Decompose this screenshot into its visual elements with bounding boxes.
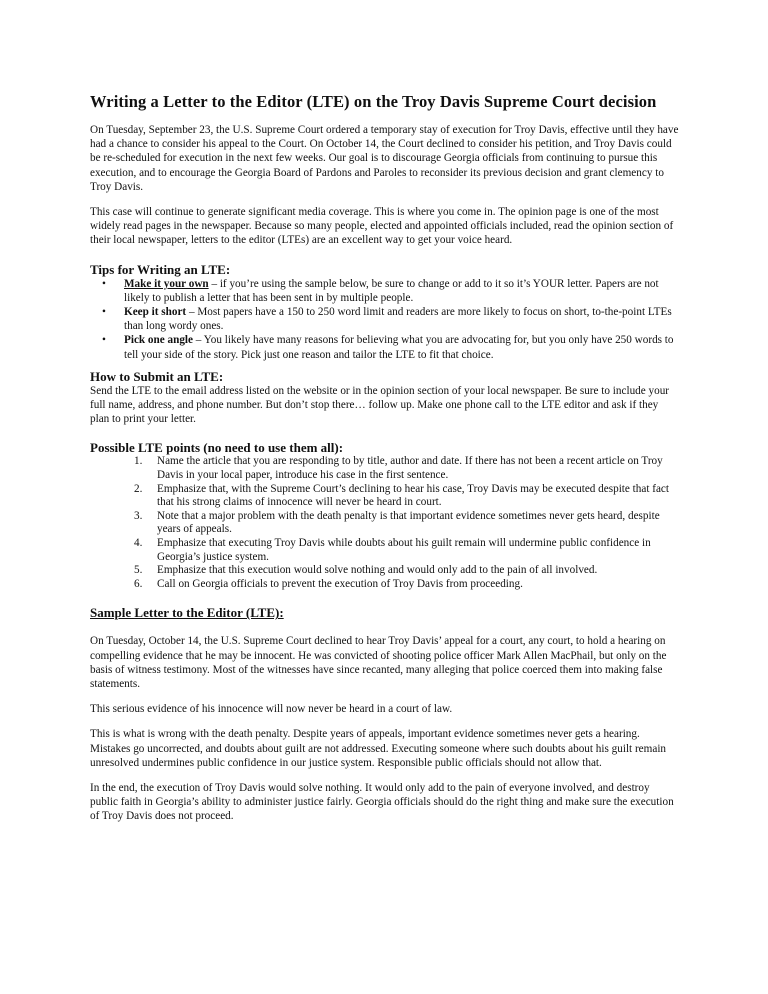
point-number: 1. <box>134 455 143 468</box>
points-list <box>90 455 680 591</box>
point-number: 4. <box>134 537 143 550</box>
intro-paragraph-2: This case will continue to generate significant media coverage. This is where you come in. The opinion page is one of the most widely read pages in the newspaper. Because so many people, elected and appointed officials included, read the opinion section of their local newspaper, letters to the editor (LTEs) are an excellent way to get your voice heard. <box>90 206 674 247</box>
list-item <box>90 578 680 592</box>
tips-list <box>90 277 680 362</box>
point-number: 3. <box>134 509 143 522</box>
sample-paragraph-3: This is what is wrong with the death penalty. Despite years of appeals, important evidence sometimes never gets a hearing. Mistakes go uncorrected, and doubts about guilt are not addressed. Executing someone where such doubts about his guilt remain unresolved undermines public confidence in our justice system. Responsible public officials should not allow that. <box>90 728 667 769</box>
tip-lead: Pick one angle <box>124 334 193 347</box>
submit-heading: How to Submit an LTE: <box>90 368 224 384</box>
tip-text: – if you’re using the sample below, be sure to change or add to it so it’s YOUR letter. Papers are not likely to publish a letter that has been sent in by multiple people. <box>124 277 659 304</box>
list-item <box>90 277 680 305</box>
document-page <box>90 92 680 835</box>
bullet-icon: • <box>102 306 106 319</box>
tips-heading: Tips for Writing an LTE: <box>90 261 231 277</box>
point-number: 6. <box>134 577 143 590</box>
document-title: Writing a Letter to the Editor (LTE) on the Troy Davis Supreme Court decision <box>90 92 657 111</box>
submit-paragraph: Send the LTE to the email address listed on the website or in the opinion section of your local newspaper. Be sure to include your full name, address, and phone number. But don’t stop there… follow up. Make one phone call to the LTE editor and ask if they plan to print your letter. <box>90 384 670 426</box>
sample-paragraph-2: This serious evidence of his innocence will now never be heard in a court of law. <box>90 703 453 716</box>
sample-paragraph-4: In the end, the execution of Troy Davis would solve nothing. It would only add to the pain of everyone involved, and destroy public faith in Georgia’s ability to administer justice fairly. Georgia officials should do the right thing and make sure the execution of Troy Davis does not proceed. <box>90 782 674 823</box>
tip-lead: Make it your own <box>124 277 209 290</box>
list-item <box>90 564 680 578</box>
sample-heading: Sample Letter to the Editor (LTE): <box>90 605 284 621</box>
points-heading: Possible LTE points (no need to use them all): <box>90 440 344 456</box>
tip-text: – You likely have many reasons for believing what you are advocating for, but you only have 250 words to tell your side of the story. Pick just one reason and tailor the LTE to fit that choice. <box>124 334 674 361</box>
point-text: Name the article that you are responding to by title, author and date. If there has not been a recent article on Troy Davis in your local paper, introduce his case in the first sentence. <box>157 455 663 482</box>
bullet-icon: • <box>102 334 106 347</box>
point-text: Note that a major problem with the death penalty is that important evidence sometimes never gets heard, despite years of appeals. <box>157 509 660 536</box>
point-text: Emphasize that executing Troy Davis while doubts about his guilt remain will undermine public confidence in Georgia’s justice system. <box>157 537 651 563</box>
list-item <box>90 305 680 333</box>
list-item <box>90 333 680 361</box>
list-item <box>90 510 680 537</box>
tip-text: – Most papers have a 150 to 250 word limit and readers are more likely to focus on short, to-the-point LTEs than long wordy ones. <box>124 306 672 333</box>
tip-lead: Keep it short <box>124 306 187 319</box>
bullet-icon: • <box>102 277 106 290</box>
list-item <box>90 537 680 564</box>
point-number: 5. <box>134 564 143 577</box>
list-item <box>90 483 680 510</box>
point-text: Emphasize that this execution would solve nothing and would only add to the pain of all involved. <box>157 564 598 577</box>
point-text: Call on Georgia officials to prevent the execution of Troy Davis from proceeding. <box>157 577 523 590</box>
point-text: Emphasize that, with the Supreme Court’s declining to hear his case, Troy Davis may be executed despite that fact that his strong claims of innocence will never be heard in court. <box>157 482 670 509</box>
sample-paragraph-1: On Tuesday, October 14, the U.S. Supreme Court declined to hear Troy Davis’ appeal for a court, any court, to hold a hearing on compelling evidence that he may be innocent. He was convicted of shooting police officer Mark Allen MacPhail, but only on the basis of witness testimony. Most of the witnesses have since recanted, many alleging that police coerced them into making false statements. <box>90 635 667 690</box>
list-item <box>90 455 680 482</box>
intro-paragraph-1: On Tuesday, September 23, the U.S. Supreme Court ordered a temporary stay of execution for Troy Davis, effective until they have had a chance to consider his appeal to the Court. On October 14, the Court declined to consider his petition, and Troy Davis could be re-scheduled for execution in the next few weeks. Our goal is to discourage Georgia officials from continuing to pursue this execution, and to encourage the Georgia Board of Pardons and Paroles to reconsider its previous decision and grant clemency to Troy Davis. <box>90 124 679 193</box>
point-number: 2. <box>134 482 143 495</box>
